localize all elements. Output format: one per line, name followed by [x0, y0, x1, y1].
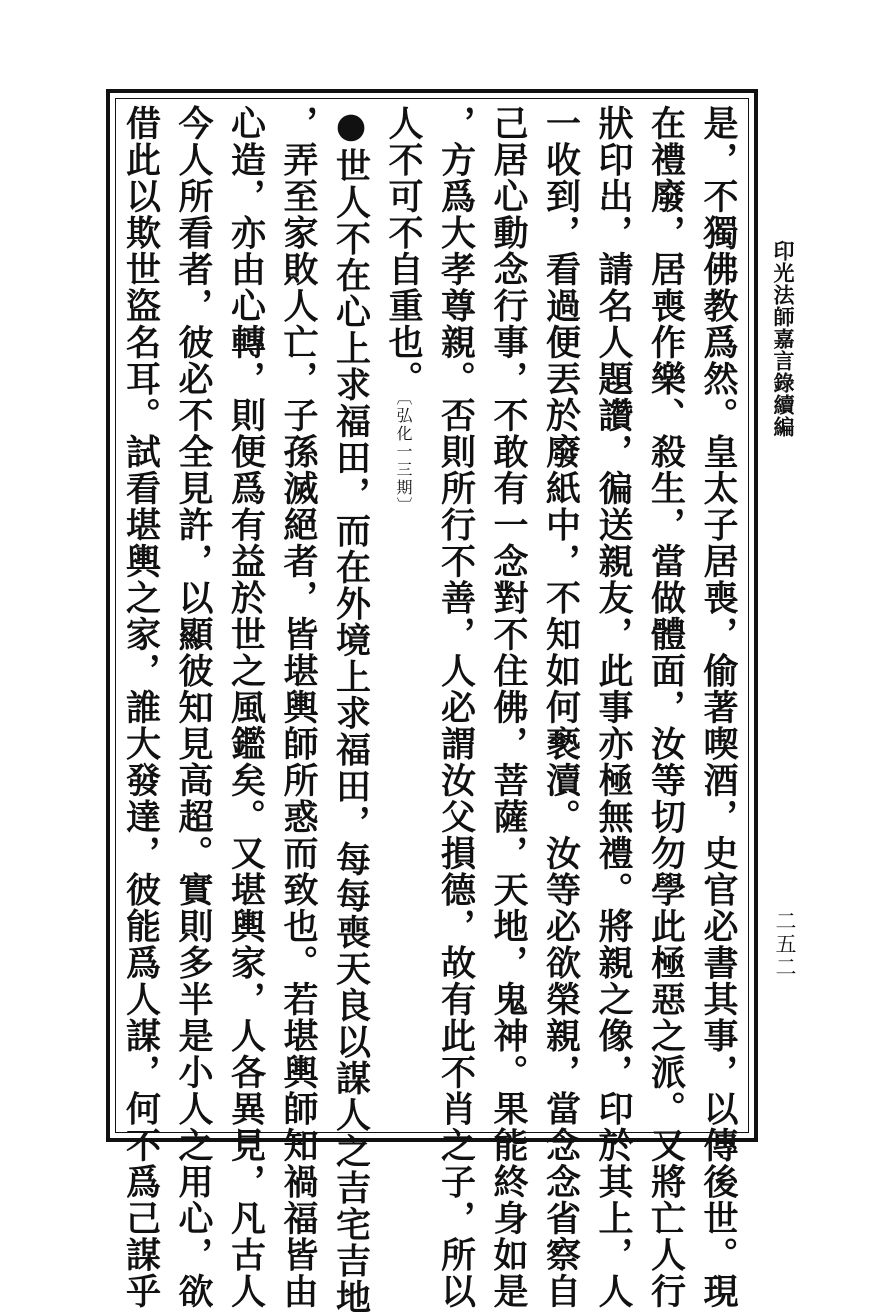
text-column: 在禮廢，居喪作樂、殺生，當做體面，汝等切勿學此極惡之派。又將亡人行 — [645, 105, 687, 1310]
text-column: 一收到，看過便丟於廢紙中，不知如何褻瀆。汝等必欲榮親，當念念省察自 — [540, 105, 582, 1310]
page-number: 二五二 — [773, 910, 797, 979]
body-text — [120, 105, 744, 1316]
text-column: 己居心動念行事，不敢有一念對不住佛，菩薩，天地，鬼神。果能終身如是 — [488, 105, 529, 1310]
text-column: 狀印出，請名人題讚，徧送親友，此事亦極無禮。將親之像，印於其上，人 — [593, 105, 634, 1310]
text-column: ●世人不在心上求福田，而在外境上求福田，每每喪天良以謀人之吉宅吉地 — [330, 105, 372, 1316]
text-column-with-note — [377, 105, 430, 1127]
text-column: 借此以欺世盜名耳。試看堪輿之家，誰大發達，彼能爲人謀，何不爲己謀乎 — [120, 105, 162, 1310]
text-column: 是，不獨佛教爲然。皇太子居喪，偷著喫酒，史官必書其事，以傳後世。現 — [698, 105, 739, 1310]
text-column: ，弄至家敗人亡，子孫滅絕者，皆堪輿師所惑而致也。若堪輿師知禍福皆由 — [278, 105, 319, 1310]
book-title: 印光法師嘉言錄續編 — [771, 240, 796, 438]
text-column: 人不可不自重也。 — [383, 105, 424, 397]
text-column: ，方爲大孝尊親。否則所行不善，人必謂汝父損德，故有此不肖之子，所以 — [435, 105, 477, 1310]
text-column: 今人所看者，彼必不全見許，以顯彼知見高超。實則多半是小人之用心，欲 — [173, 105, 214, 1310]
source-note: 〔弘化一三期〕 — [394, 397, 413, 515]
text-column: 心造，亦由心轉，則便爲有益於世之風鑑矣。又堪輿家，人各異見，凡古人 — [225, 105, 267, 1310]
